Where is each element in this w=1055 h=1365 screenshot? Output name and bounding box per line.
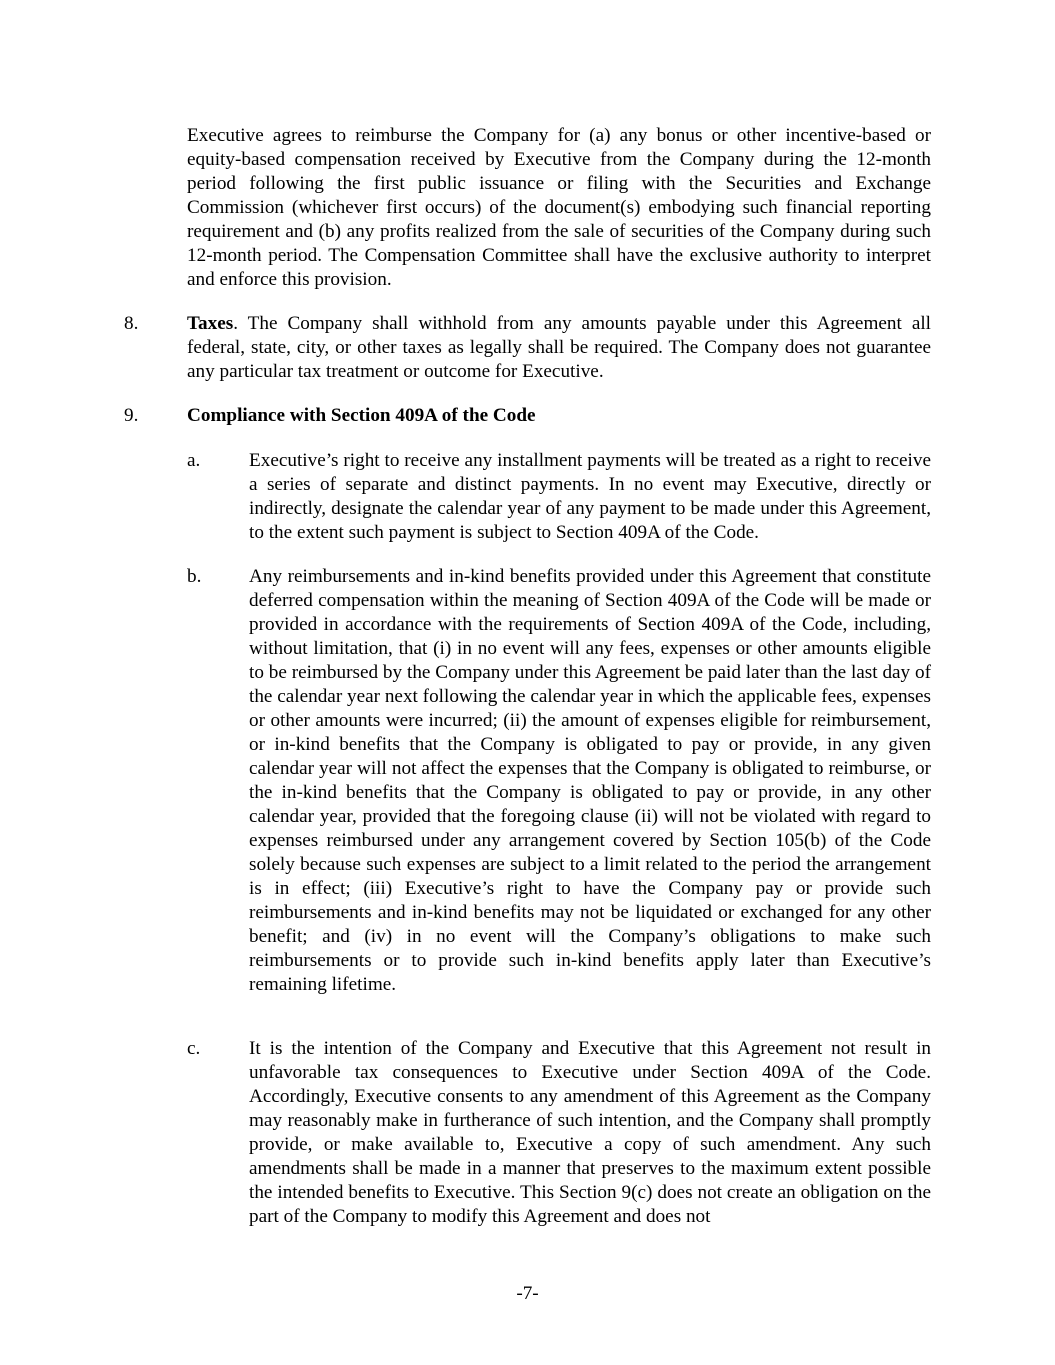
section-9-heading: Compliance with Section 409A of the Code <box>187 405 536 426</box>
item-c-letter: c. <box>187 1038 201 1059</box>
page-number: -7- <box>516 1283 539 1304</box>
item-a-text: Executive’s right to receive any installment payments will be treated as a right to receive a series of separate and distinct payments. In no event may Executive, directly or indirectly, designate the calendar year of any payment to be made under this Agreement, to the extent such payment is subject to Section 409A of the Code. <box>249 450 931 543</box>
section-8-paragraph <box>187 312 931 384</box>
item-c-text: It is the intention of the Company and Executive that this Agreement not result in unfavorable tax consequences to Executive under Section 409A of the Code. Accordingly, Executive consents to any amendment of this Agreement as the Company may reasonably make in furtherance of such intention, and the Company shall promptly provide, or make available to, Executive a copy of such amendment. Any such amendments shall be made in a manner that preserves to the maximum extent possible the intended benefits to Executive. This Section 9(c) does not create an obligation on the part of the Company to modify this Agreement and does not <box>249 1038 931 1227</box>
lead-paragraph: Executive agrees to reimburse the Company for (a) any bonus or other incentive-based or equity-based compensation received by Executive from the Company during the 12-month period following the first public issuance or filing with the Securities and Exchange Commission (whichever first occurs) of the document(s) embodying such financial reporting requirement and (b) any profits realized from the sale of securities of the Company during such 12-month period. The Compensation Committee shall have the exclusive authority to interpret and enforce this provision. <box>187 125 931 290</box>
section-8-text: . The Company shall withhold from any amounts payable under this Agreement all federal, state, city, or other taxes as legally shall be required. The Company does not guarantee any particular tax treatment or outcome for Executive. <box>187 313 931 382</box>
section-8-title: Taxes <box>187 313 234 334</box>
item-b-text: Any reimbursements and in-kind benefits provided under this Agreement that constitute deferred compensation within the meaning of Section 409A of the Code will be made or provided in accordance with the requirements of Section 409A of the Code, including, without limitation, that (i) in no event will any fees, expenses or other amounts eligible to be reimbursed by the Company under this Agreement be paid later than the last day of the calendar year next following the calendar year in which the applicable fees, expenses or other amounts were incurred; (ii) the amount of expenses eligible for reimbursement, or in-kind benefits that the Company is obligated to pay or provide, in any given calendar year will not affect the expenses that the Company is obligated to reimburse, or the in-kind benefits that the Company is obligated to pay or provide, in any other calendar year, provided that the foregoing clause (ii) will not be violated with regard to expenses reimbursed under any arrangement covered by Section 105(b) of the Code solely because such expenses are subject to a limit related to the period the arrangement is in effect; (iii) Executive’s right to have the Company pay or provide such reimbursements and in-kind benefits may not be liquidated or exchanged for any other benefit; and (iv) in no event will the Company’s obligations to make such reimbursements or to provide such in-kind benefits apply later than Executive’s remaining lifetime. <box>249 566 931 995</box>
section-9-number: 9. <box>124 405 139 426</box>
item-b-letter: b. <box>187 566 202 587</box>
section-8-number: 8. <box>124 313 139 334</box>
item-a-letter: a. <box>187 450 201 471</box>
